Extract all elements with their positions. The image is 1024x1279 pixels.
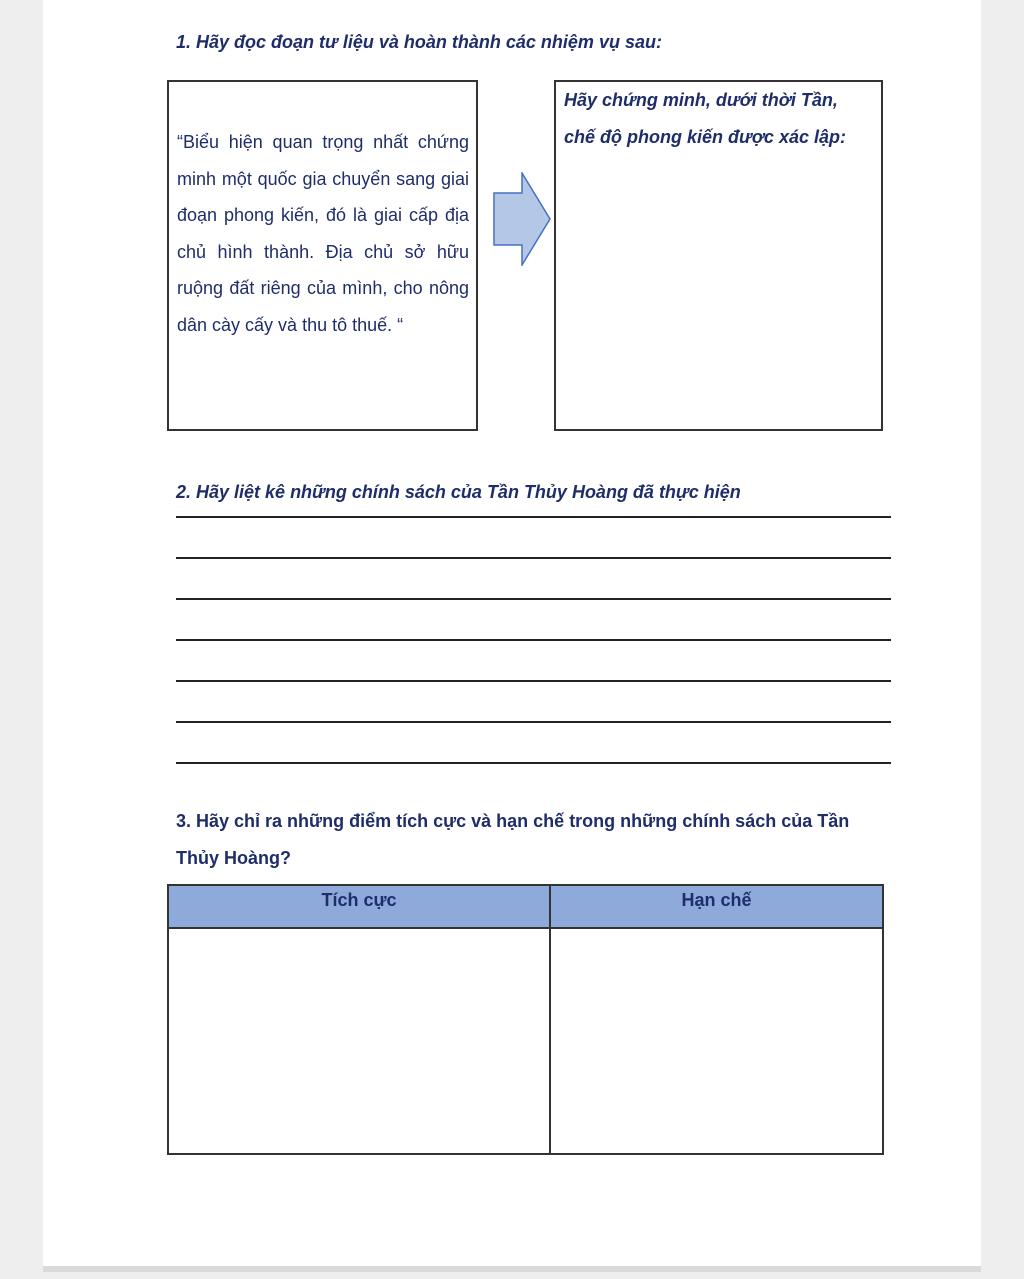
answer-line[interactable] (176, 639, 891, 641)
positive-answer-cell[interactable] (168, 928, 550, 1154)
limitations-answer-cell[interactable] (550, 928, 883, 1154)
answer-box-prompt: Hãy chứng minh, dưới thời Tần, chế độ phong kiến được xác lập: (564, 90, 846, 147)
header-limitations: Hạn chế (550, 885, 883, 928)
answer-line[interactable] (176, 762, 891, 764)
quote-text: “Biểu hiện quan trọng nhất chứng minh một quốc gia chuyển sang giai đoạn phong kiến, đó là giai cấp địa chủ hình thành. Địa chủ sở hữu ruộng đất riêng của mình, cho nông dân cày cấy và thu tô thuế. “ (177, 132, 469, 335)
right-arrow-icon (493, 172, 553, 266)
positive-negative-table (167, 884, 884, 1155)
answer-line[interactable] (176, 721, 891, 723)
page-edge (43, 1266, 981, 1272)
header-positive: Tích cực (168, 885, 550, 928)
answer-box-1[interactable] (554, 80, 883, 431)
answer-line[interactable] (176, 680, 891, 682)
answer-line[interactable] (176, 516, 891, 518)
question-1-title: 1. Hãy đọc đoạn tư liệu và hoàn thành các nhiệm vụ sau: (176, 32, 662, 52)
question-2-title: 2. Hãy liệt kê những chính sách của Tần Thủy Hoàng đã thực hiện (176, 482, 741, 502)
answer-line[interactable] (176, 557, 891, 559)
answer-line[interactable] (176, 598, 891, 600)
question-3-title: 3. Hãy chỉ ra những điểm tích cực và hạn chế trong những chính sách của Tần Thủy Hoàng? (176, 811, 850, 868)
quote-box (167, 80, 478, 431)
